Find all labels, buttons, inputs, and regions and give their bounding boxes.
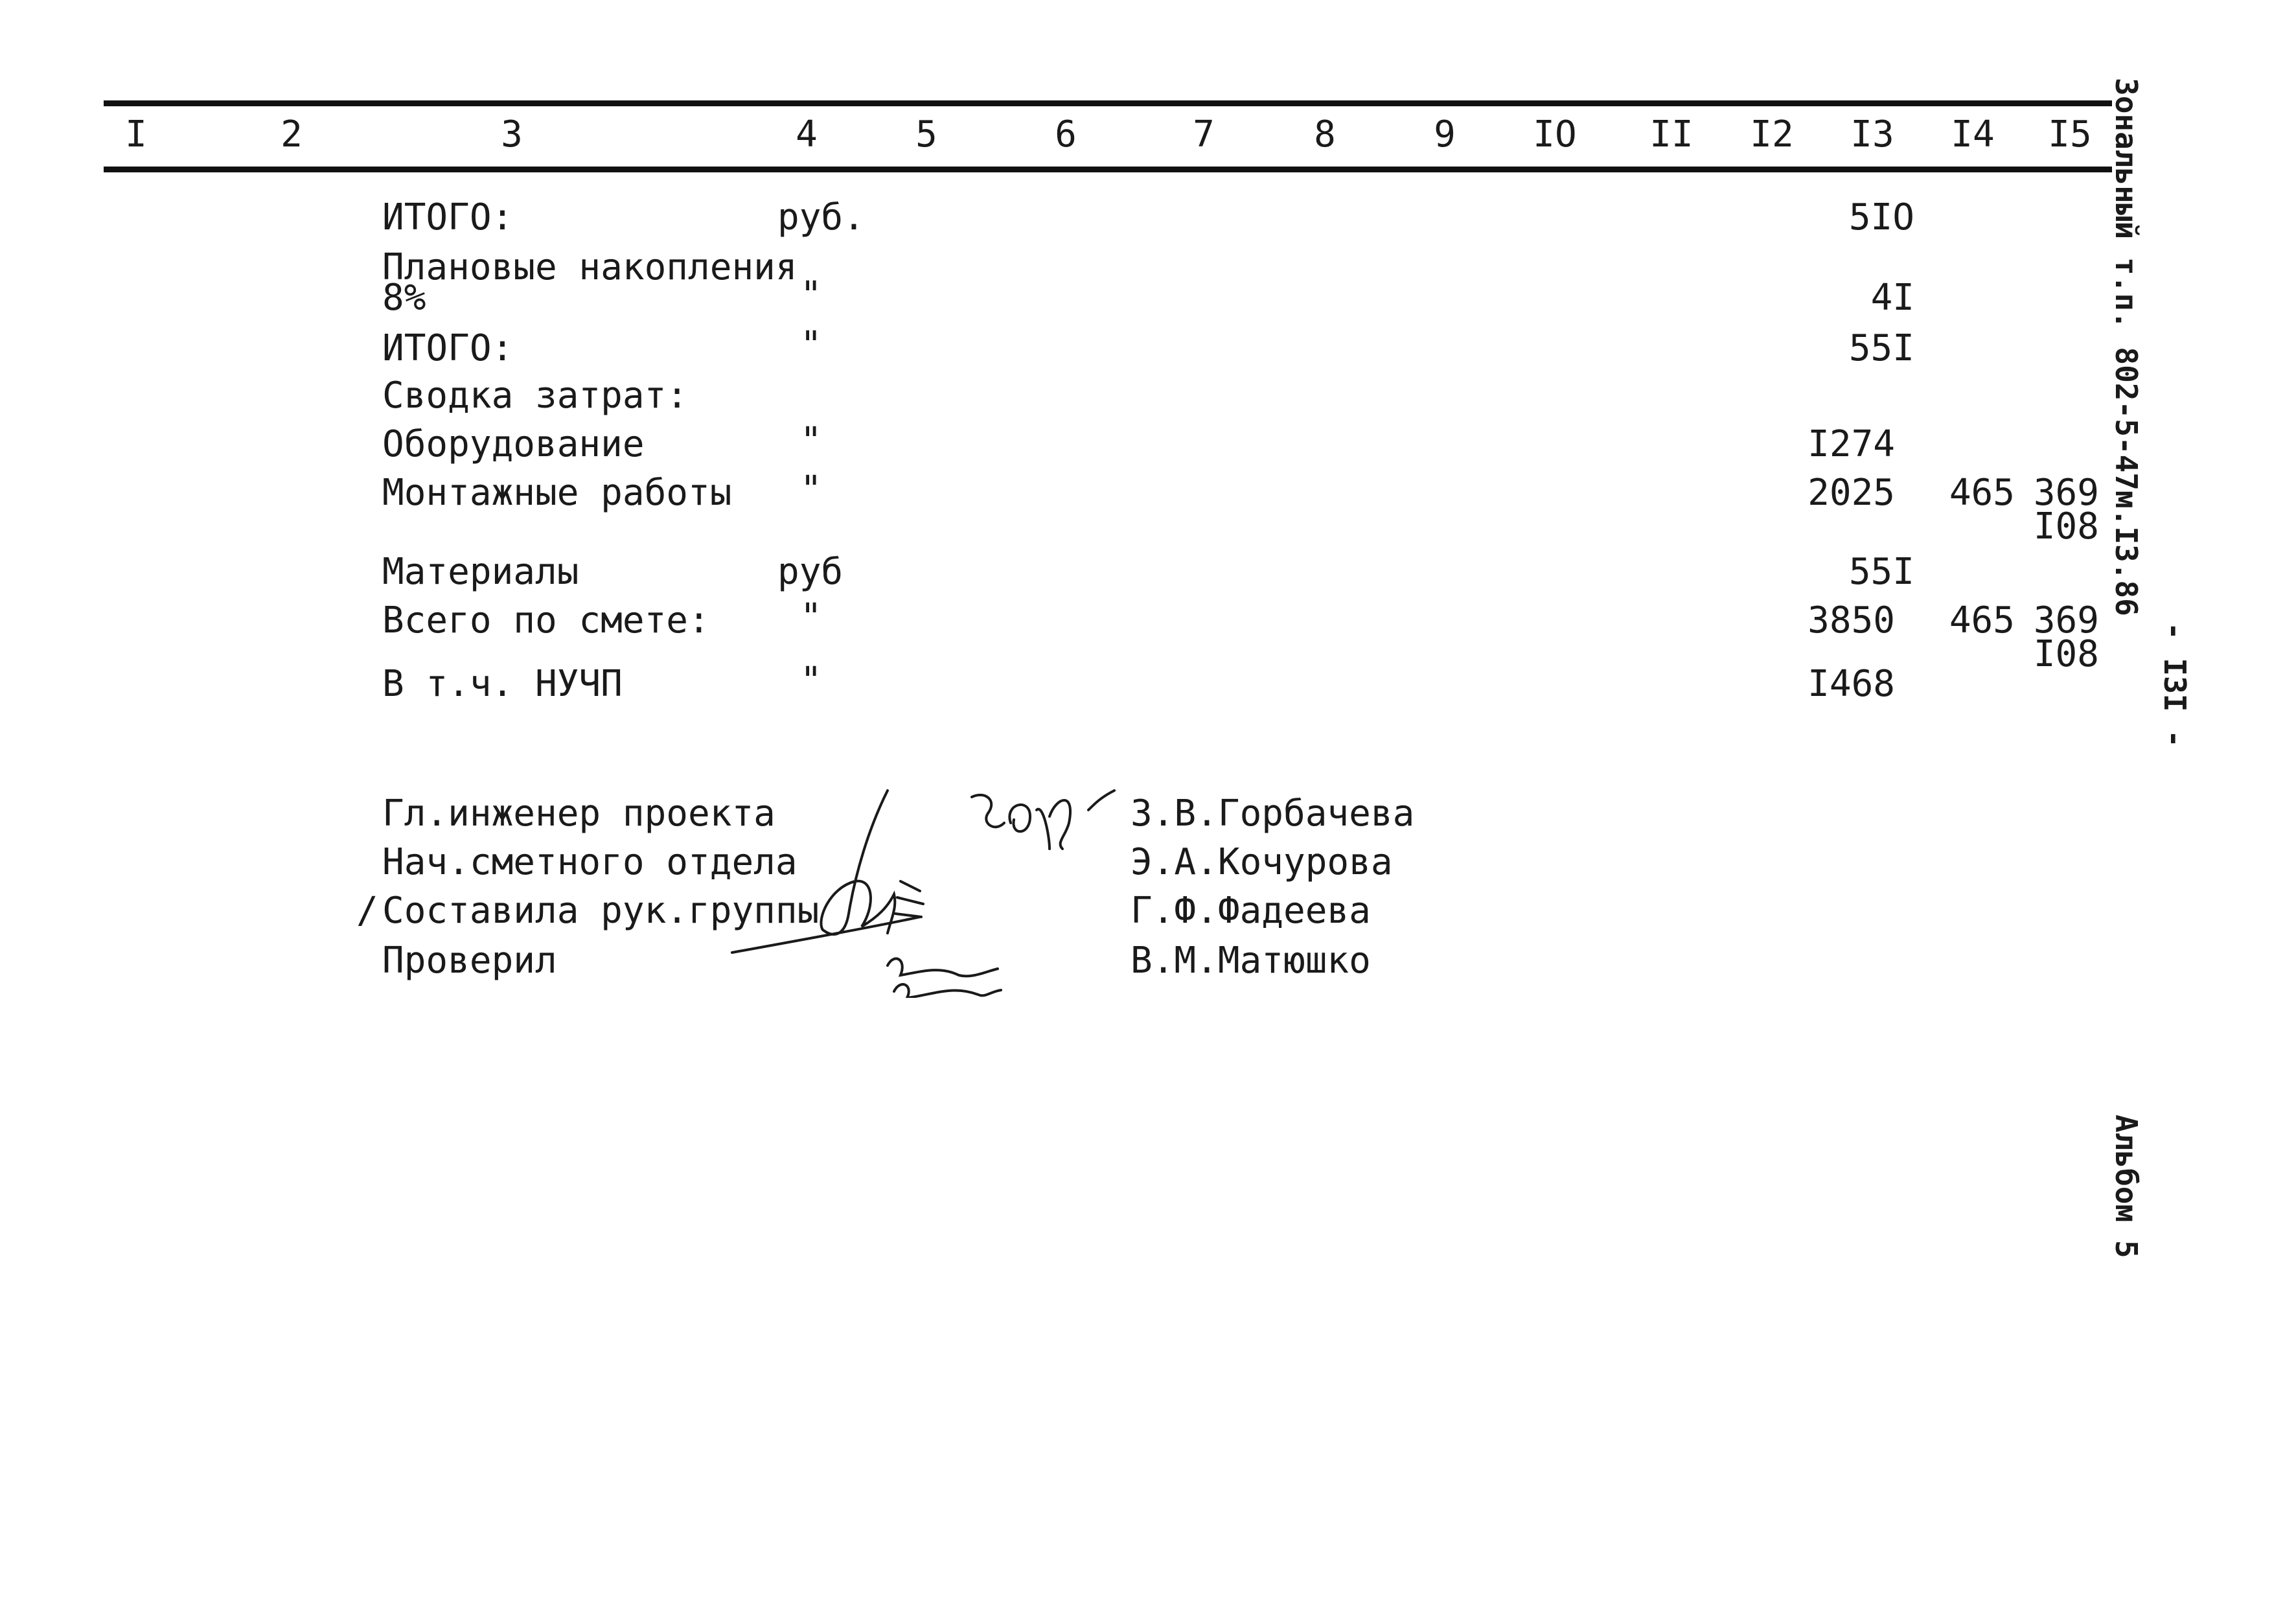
- row-value-itogo-1-c13: 5IO: [1848, 196, 1914, 238]
- row-unit-incl-nuchp: ": [800, 660, 822, 702]
- row-label-incl-nuchp: В т.ч. НУЧП: [382, 663, 623, 705]
- header-bottom-rule: [104, 167, 2112, 172]
- row-unit-equipment: ": [800, 420, 822, 462]
- side-title: Зональный т.п. 802-5-47м.I3.86: [2109, 78, 2144, 616]
- row-value-incl-nuchp-c13: I468: [1808, 663, 1895, 705]
- signature-role-checked-by: Проверил: [382, 940, 557, 982]
- row-unit-materials: руб: [777, 551, 844, 593]
- column-header-9: 9: [1434, 113, 1456, 156]
- signature-name-matyushko: В.М.Матюшко: [1131, 940, 1371, 982]
- signature-name-gorbacheva: З.В.Горбачева: [1131, 792, 1415, 835]
- row-value-materials-c13: 55I: [1848, 551, 1914, 593]
- column-header-11: II: [1649, 113, 1693, 156]
- row-value-total-estimate-c15a: 369: [2033, 599, 2099, 642]
- row-value-total-estimate-c14: 465: [1949, 599, 2015, 642]
- handwritten-signature-group: [726, 778, 1140, 998]
- row-value-itogo-2-c13: 55I: [1848, 327, 1914, 369]
- signature-mark-slash: /: [356, 890, 378, 932]
- row-label-cost-summary: Сводка затрат:: [382, 375, 689, 417]
- column-header-15: I5: [2048, 113, 2092, 156]
- row-value-installation-c15b: I08: [2033, 505, 2099, 548]
- signature-name-fadeeva: Г.Ф.Фадеева: [1131, 890, 1371, 932]
- row-label-planned-savings: Плановые накопления: [382, 246, 798, 288]
- column-header-12: I2: [1750, 113, 1794, 156]
- column-header-10: IO: [1533, 113, 1577, 156]
- row-label-equipment: Оборудование: [382, 423, 645, 465]
- row-label-installation: Монтажные работы: [382, 472, 732, 514]
- column-header-8: 8: [1314, 113, 1336, 156]
- row-value-total-estimate-c15b: I08: [2033, 633, 2099, 675]
- row-label-materials: Материалы: [382, 551, 579, 593]
- column-header-1: I: [125, 113, 147, 156]
- side-page-number: - I3I -: [2157, 622, 2192, 748]
- row-label-itogo-1: ИТОГО:: [382, 196, 514, 238]
- row-unit-installation: ": [800, 468, 822, 511]
- signature-role-head-estimates: Нач.сметного отдела: [382, 841, 798, 883]
- signature-role-group-leader: Составила рук.группы: [382, 890, 820, 932]
- row-value-installation-c15a: 369: [2033, 472, 2099, 514]
- row-unit-planned-savings: ": [800, 274, 822, 316]
- side-album: Альбом 5: [2109, 1115, 2144, 1258]
- column-header-3: 3: [501, 113, 523, 156]
- column-header-6: 6: [1055, 113, 1077, 156]
- header-top-rule: [104, 100, 2112, 106]
- column-header-5: 5: [915, 113, 937, 156]
- row-unit-itogo-1: руб.: [777, 196, 865, 238]
- row-label-planned-savings-percent: 8%: [382, 277, 426, 319]
- signature-role-chief-engineer: Гл.инженер проекта: [382, 792, 775, 835]
- row-value-equipment-c13: I274: [1808, 423, 1895, 465]
- row-label-total-estimate: Всего по смете:: [382, 599, 710, 642]
- row-label-itogo-2: ИТОГО:: [382, 327, 514, 369]
- row-value-planned-savings-c13: 4I: [1870, 277, 1914, 319]
- row-unit-itogo-2: ": [800, 324, 822, 366]
- column-header-14: I4: [1951, 113, 1995, 156]
- column-header-2: 2: [281, 113, 303, 156]
- signature-name-kochurova: Э.А.Кочурова: [1131, 841, 1393, 883]
- column-header-13: I3: [1850, 113, 1894, 156]
- row-value-installation-c14: 465: [1949, 472, 2015, 514]
- column-header-7: 7: [1193, 113, 1215, 156]
- row-value-installation-c13: 2025: [1808, 472, 1895, 514]
- row-unit-total-estimate: ": [800, 596, 822, 638]
- row-value-total-estimate-c13: 3850: [1808, 599, 1895, 642]
- column-header-4: 4: [796, 113, 818, 156]
